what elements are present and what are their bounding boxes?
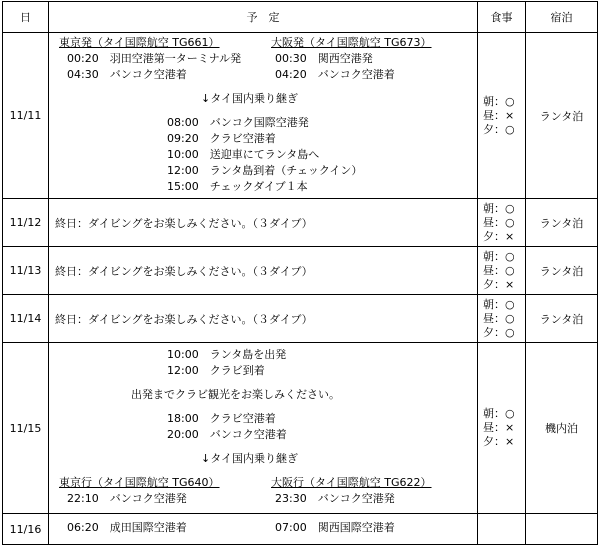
meal-lunch: 昼：× — [483, 108, 515, 122]
schedule-line: 00:20 羽田空港第一ターミナル発 — [67, 52, 242, 65]
stay-cell: ランタ泊 — [526, 33, 598, 199]
day-row-1116 — [3, 514, 598, 545]
all-day-text: 終日：ダイビングをお楽しみください。（３ダイブ） — [55, 265, 313, 278]
date-cell: 11/12 — [3, 199, 49, 247]
sightseeing-note: 出発までクラビ観光をお楽しみください。 — [131, 388, 340, 401]
meal-dinner: 夕：× — [483, 435, 515, 448]
itinerary-page — [0, 1, 600, 553]
meal-lunch: 昼：○ — [483, 215, 515, 229]
schedule-line: 04:20 バンコク空港着 — [275, 68, 395, 81]
meal-dinner: 夕：○ — [483, 325, 515, 339]
transfer-note: ↓タイ国内乗り継ぎ — [201, 452, 298, 465]
stay-cell: ランタ泊 — [526, 247, 598, 295]
stay-cell: 機内泊 — [526, 343, 598, 514]
schedule-line: 00:30 関西空港発 — [275, 52, 373, 65]
date-cell: 11/14 — [3, 295, 49, 343]
schedule-line: 15:00 チェックダイブ１本 — [167, 180, 308, 193]
date-cell: 11/16 — [3, 514, 49, 545]
meals-cell — [478, 514, 526, 545]
meals-cell — [478, 247, 526, 295]
meal-dinner: 夕：○ — [483, 122, 515, 136]
header-stay: 宿泊 — [526, 2, 598, 33]
stay-cell: ランタ泊 — [526, 295, 598, 343]
meals-cell — [478, 33, 526, 199]
meal-breakfast: 朝：○ — [483, 94, 515, 108]
header-schedule: 予 定 — [49, 2, 478, 33]
schedule-cell — [49, 247, 478, 295]
meal-dinner: 夕：× — [483, 277, 515, 291]
schedule-cell — [49, 514, 478, 545]
schedule-line: 18:00 クラビ空港着 — [167, 412, 276, 425]
stay-cell: ランタ泊 — [526, 199, 598, 247]
schedule-cell — [49, 295, 478, 343]
stay-cell — [526, 514, 598, 545]
day-row-1111 — [3, 33, 598, 199]
osaka-departure-heading: 大阪発（タイ国際航空 TG673） — [271, 36, 432, 49]
schedule-line: 10:00 送迎車にてランタ島へ — [167, 148, 320, 161]
schedule-line: 12:00 クラビ到着 — [167, 364, 265, 377]
itinerary-table — [2, 1, 598, 545]
meals-cell — [478, 343, 526, 514]
meal-lunch: 昼：○ — [483, 311, 515, 325]
osaka-return-heading: 大阪行（タイ国際航空 TG622） — [271, 476, 432, 489]
meal-breakfast: 朝：○ — [483, 249, 515, 263]
date-cell: 11/15 — [3, 343, 49, 514]
meals-cell — [478, 295, 526, 343]
meal-breakfast: 朝：○ — [483, 407, 515, 420]
day-row-1115 — [3, 343, 598, 514]
meal-lunch: 昼：○ — [483, 263, 515, 277]
all-day-text: 終日：ダイビングをお楽しみください。（３ダイブ） — [55, 313, 313, 326]
transfer-note: ↓タイ国内乗り継ぎ — [201, 92, 298, 105]
schedule-line: 23:30 バンコク空港発 — [275, 492, 395, 505]
day-row-1113 — [3, 247, 598, 295]
schedule-line: 10:00 ランタ島を出発 — [167, 348, 287, 361]
header-date: 日 — [3, 2, 49, 33]
day-row-1112 — [3, 199, 598, 247]
all-day-text: 終日：ダイビングをお楽しみください。（３ダイブ） — [55, 217, 313, 230]
day-row-1114 — [3, 295, 598, 343]
schedule-cell — [49, 33, 478, 199]
meal-dinner: 夕：× — [483, 229, 515, 243]
schedule-line: 04:30 バンコク空港着 — [67, 68, 187, 81]
schedule-line: 22:10 バンコク空港発 — [67, 492, 187, 505]
header-meals: 食事 — [478, 2, 526, 33]
schedule-line: 06:20 成田国際空港着 — [67, 521, 187, 534]
schedule-line: 07:00 関西国際空港着 — [275, 521, 395, 534]
tokyo-departure-heading: 東京発（タイ国際航空 TG661） — [59, 36, 220, 49]
schedule-line: 12:00 ランタ島到着（チェックイン） — [167, 164, 363, 177]
schedule-line: 08:00 バンコク国際空港発 — [167, 116, 309, 129]
date-cell: 11/11 — [3, 33, 49, 199]
schedule-cell — [49, 199, 478, 247]
schedule-line: 09:20 クラビ空港着 — [167, 132, 276, 145]
schedule-line: 20:00 バンコク空港着 — [167, 428, 287, 441]
meal-breakfast: 朝：○ — [483, 201, 515, 215]
date-cell: 11/13 — [3, 247, 49, 295]
meals-cell — [478, 199, 526, 247]
meal-breakfast: 朝：○ — [483, 297, 515, 311]
header-row — [3, 2, 598, 33]
tokyo-return-heading: 東京行（タイ国際航空 TG640） — [59, 476, 220, 489]
meal-lunch: 昼：× — [483, 421, 515, 434]
schedule-cell — [49, 343, 478, 514]
